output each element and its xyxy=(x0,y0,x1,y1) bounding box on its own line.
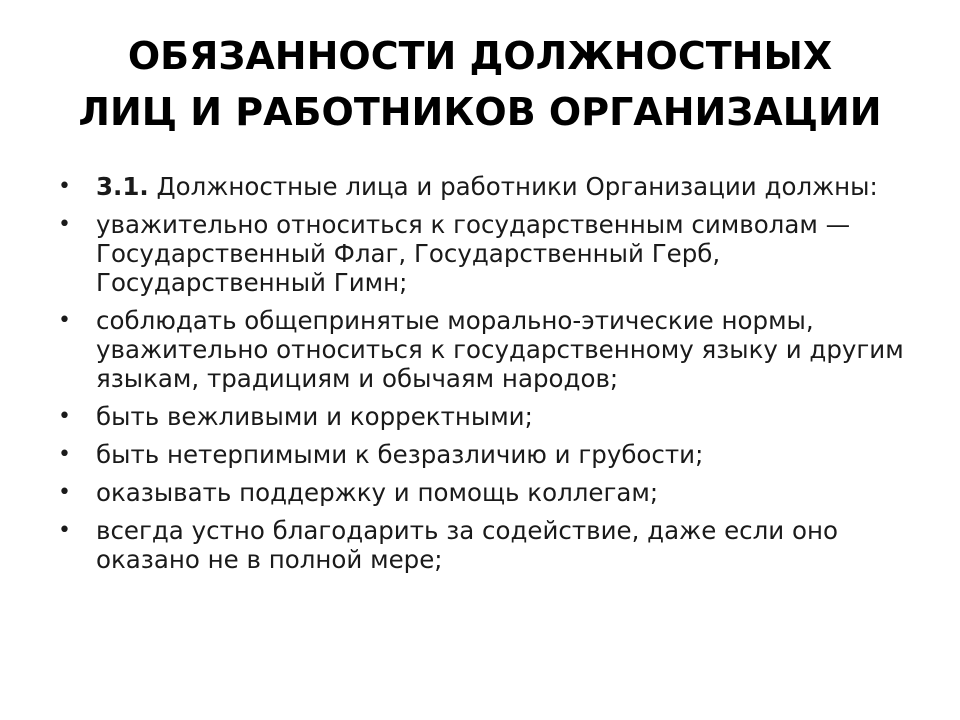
bullet-item-4 xyxy=(56,402,906,431)
slide-title-line-1: ОБЯЗАННОСТИ ДОЛЖНОСТНЫХ xyxy=(127,34,833,78)
slide-title-line-2: ЛИЦ И РАБОТНИКОВ ОРГАНИЗАЦИИ xyxy=(78,90,882,134)
bullet-dot-icon: • xyxy=(58,404,71,429)
bullet-text: быть нетерпимыми к безразличию и грубости; xyxy=(96,440,704,469)
bullet-dot-icon: • xyxy=(58,518,71,543)
bullet-dot-icon: • xyxy=(58,174,71,199)
bullet-item-1 xyxy=(56,172,906,201)
bullet-text: оказывать поддержку и помощь коллегам; xyxy=(96,478,659,507)
bullet-dot-icon: • xyxy=(58,212,71,237)
bullet-item-5 xyxy=(56,440,906,469)
bullet-item-3 xyxy=(56,306,906,393)
bullet-text: быть вежливыми и корректными; xyxy=(96,402,533,431)
bullet-item-6 xyxy=(56,478,906,507)
bullet-item-2 xyxy=(56,210,906,297)
bullet-dot-icon: • xyxy=(58,308,71,333)
bullet-text: уважительно относиться к государственным символам — Государственный Флаг, Государственный Герб, Государственный Гимн; xyxy=(96,210,851,297)
bullet-text: соблюдать общепринятые морально-этические нормы, уважительно относиться к государственному языку и другим языкам, традициям и обычаям народов; xyxy=(96,306,904,393)
slide-title xyxy=(40,28,920,140)
bullet-item-7 xyxy=(56,516,906,574)
bullet-text: всегда устно благодарить за содействие, даже если оно оказано не в полной мере; xyxy=(96,516,838,574)
bullet-dot-icon: • xyxy=(58,480,71,505)
bullet-list xyxy=(56,172,906,583)
bullet-text: Должностные лица и работники Организации должны: xyxy=(148,172,878,201)
bullet-dot-icon: • xyxy=(58,442,71,467)
section-number: 3.1. xyxy=(96,172,149,201)
